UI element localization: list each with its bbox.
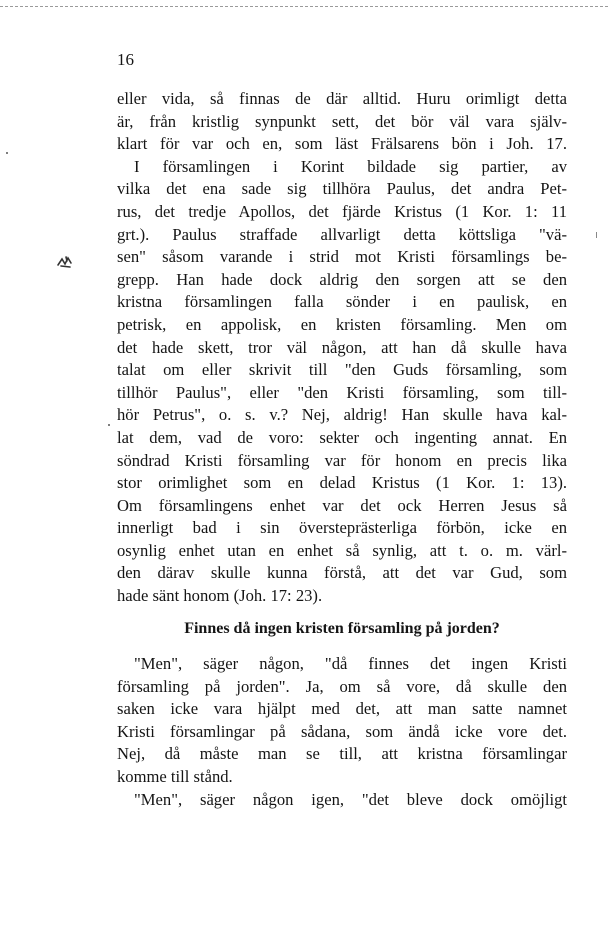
margin-speck xyxy=(108,424,110,426)
text-line: rus, det tredje Apollos, det fjärde Kristus (1 Kor. 1: 11 xyxy=(117,201,567,221)
text-line: det hade skett, tror väl någon, att han då skulle hava xyxy=(117,337,567,357)
text-line: klart för var och en, som läst Frälsarens bön i Joh. 17. xyxy=(117,134,567,154)
text-line: stor orimlighet som en delad Kristus (1 Kor. 1: 13). xyxy=(117,473,567,493)
text-line: är, från kristlig synpunkt sett, det bör väl vara själv- xyxy=(117,111,567,131)
text-line: Om församlingens enhet var det ock Herren Jesus så xyxy=(117,495,567,515)
margin-ink-mark xyxy=(56,255,76,269)
text-line: "Men", säger någon igen, "det bleve dock omöjligt xyxy=(134,789,567,809)
body-text-lower xyxy=(117,653,567,811)
text-line: petrisk, en appolisk, en kristen församling. Men om xyxy=(117,314,567,334)
body-text-upper xyxy=(117,88,567,608)
text-line: lat dem, vad de voro: sekter och ingenting annat. En xyxy=(117,427,567,447)
text-line: hör Petrus", o. s. v.? Nej, aldrig! Han skulle hava kal- xyxy=(117,405,567,425)
text-line: kristna församlingen falla sönder i en paulisk, en xyxy=(117,292,567,312)
text-line: innerligt bad i sin översteprästerliga förbön, icke en xyxy=(117,518,567,538)
text-line: tillhör Paulus", eller "den Kristi församling, som till- xyxy=(117,382,567,402)
top-edge-rule xyxy=(0,6,608,7)
text-line: den därav skulle kunna förstå, att det var Gud, som xyxy=(117,563,567,583)
text-line: eller vida, så finnas de där alltid. Huru orimligt detta xyxy=(117,89,567,108)
text-line: söndrad Kristi församling var för honom en precis lika xyxy=(117,450,567,470)
text-line: grt.). Paulus straffade allvarligt detta köttsliga "vä- xyxy=(117,224,567,244)
text-line: grepp. Han hade dock aldrig den sorgen att se den xyxy=(117,269,567,289)
section-heading: Finnes då ingen kristen församling på jorden? xyxy=(184,620,500,637)
text-line: komme till stånd. xyxy=(117,766,233,786)
margin-speck xyxy=(596,232,597,238)
text-line: hade sänt honom (Joh. 17: 23). xyxy=(117,586,323,606)
page-number: 16 xyxy=(117,50,134,69)
text-line: osynlig enhet utan en enhet så synlig, att t. o. m. värl- xyxy=(117,540,567,560)
text-line: saken icke vara hjälpt med det, att man satte namnet xyxy=(117,699,567,719)
text-line: Nej, då måste man se till, att kristna församlingar xyxy=(117,744,567,764)
text-line: Kristi församlingar på sådana, som ändå icke vore det. xyxy=(117,721,567,741)
text-line: vilka det ena sade sig tillhöra Paulus, det andra Pet- xyxy=(117,179,567,199)
text-line: församling på jorden". Ja, om så vore, då skulle den xyxy=(117,676,567,696)
text-line: sen" såsom varande i strid mot Kristi församlings be- xyxy=(117,247,567,267)
text-line: I församlingen i Korint bildade sig partier, av xyxy=(134,156,567,176)
text-line: "Men", säger någon, "då finnes det ingen Kristi xyxy=(134,654,567,673)
text-line: talat om eller skrivit till "den Guds församling, som xyxy=(117,360,567,380)
margin-speck xyxy=(6,152,8,154)
